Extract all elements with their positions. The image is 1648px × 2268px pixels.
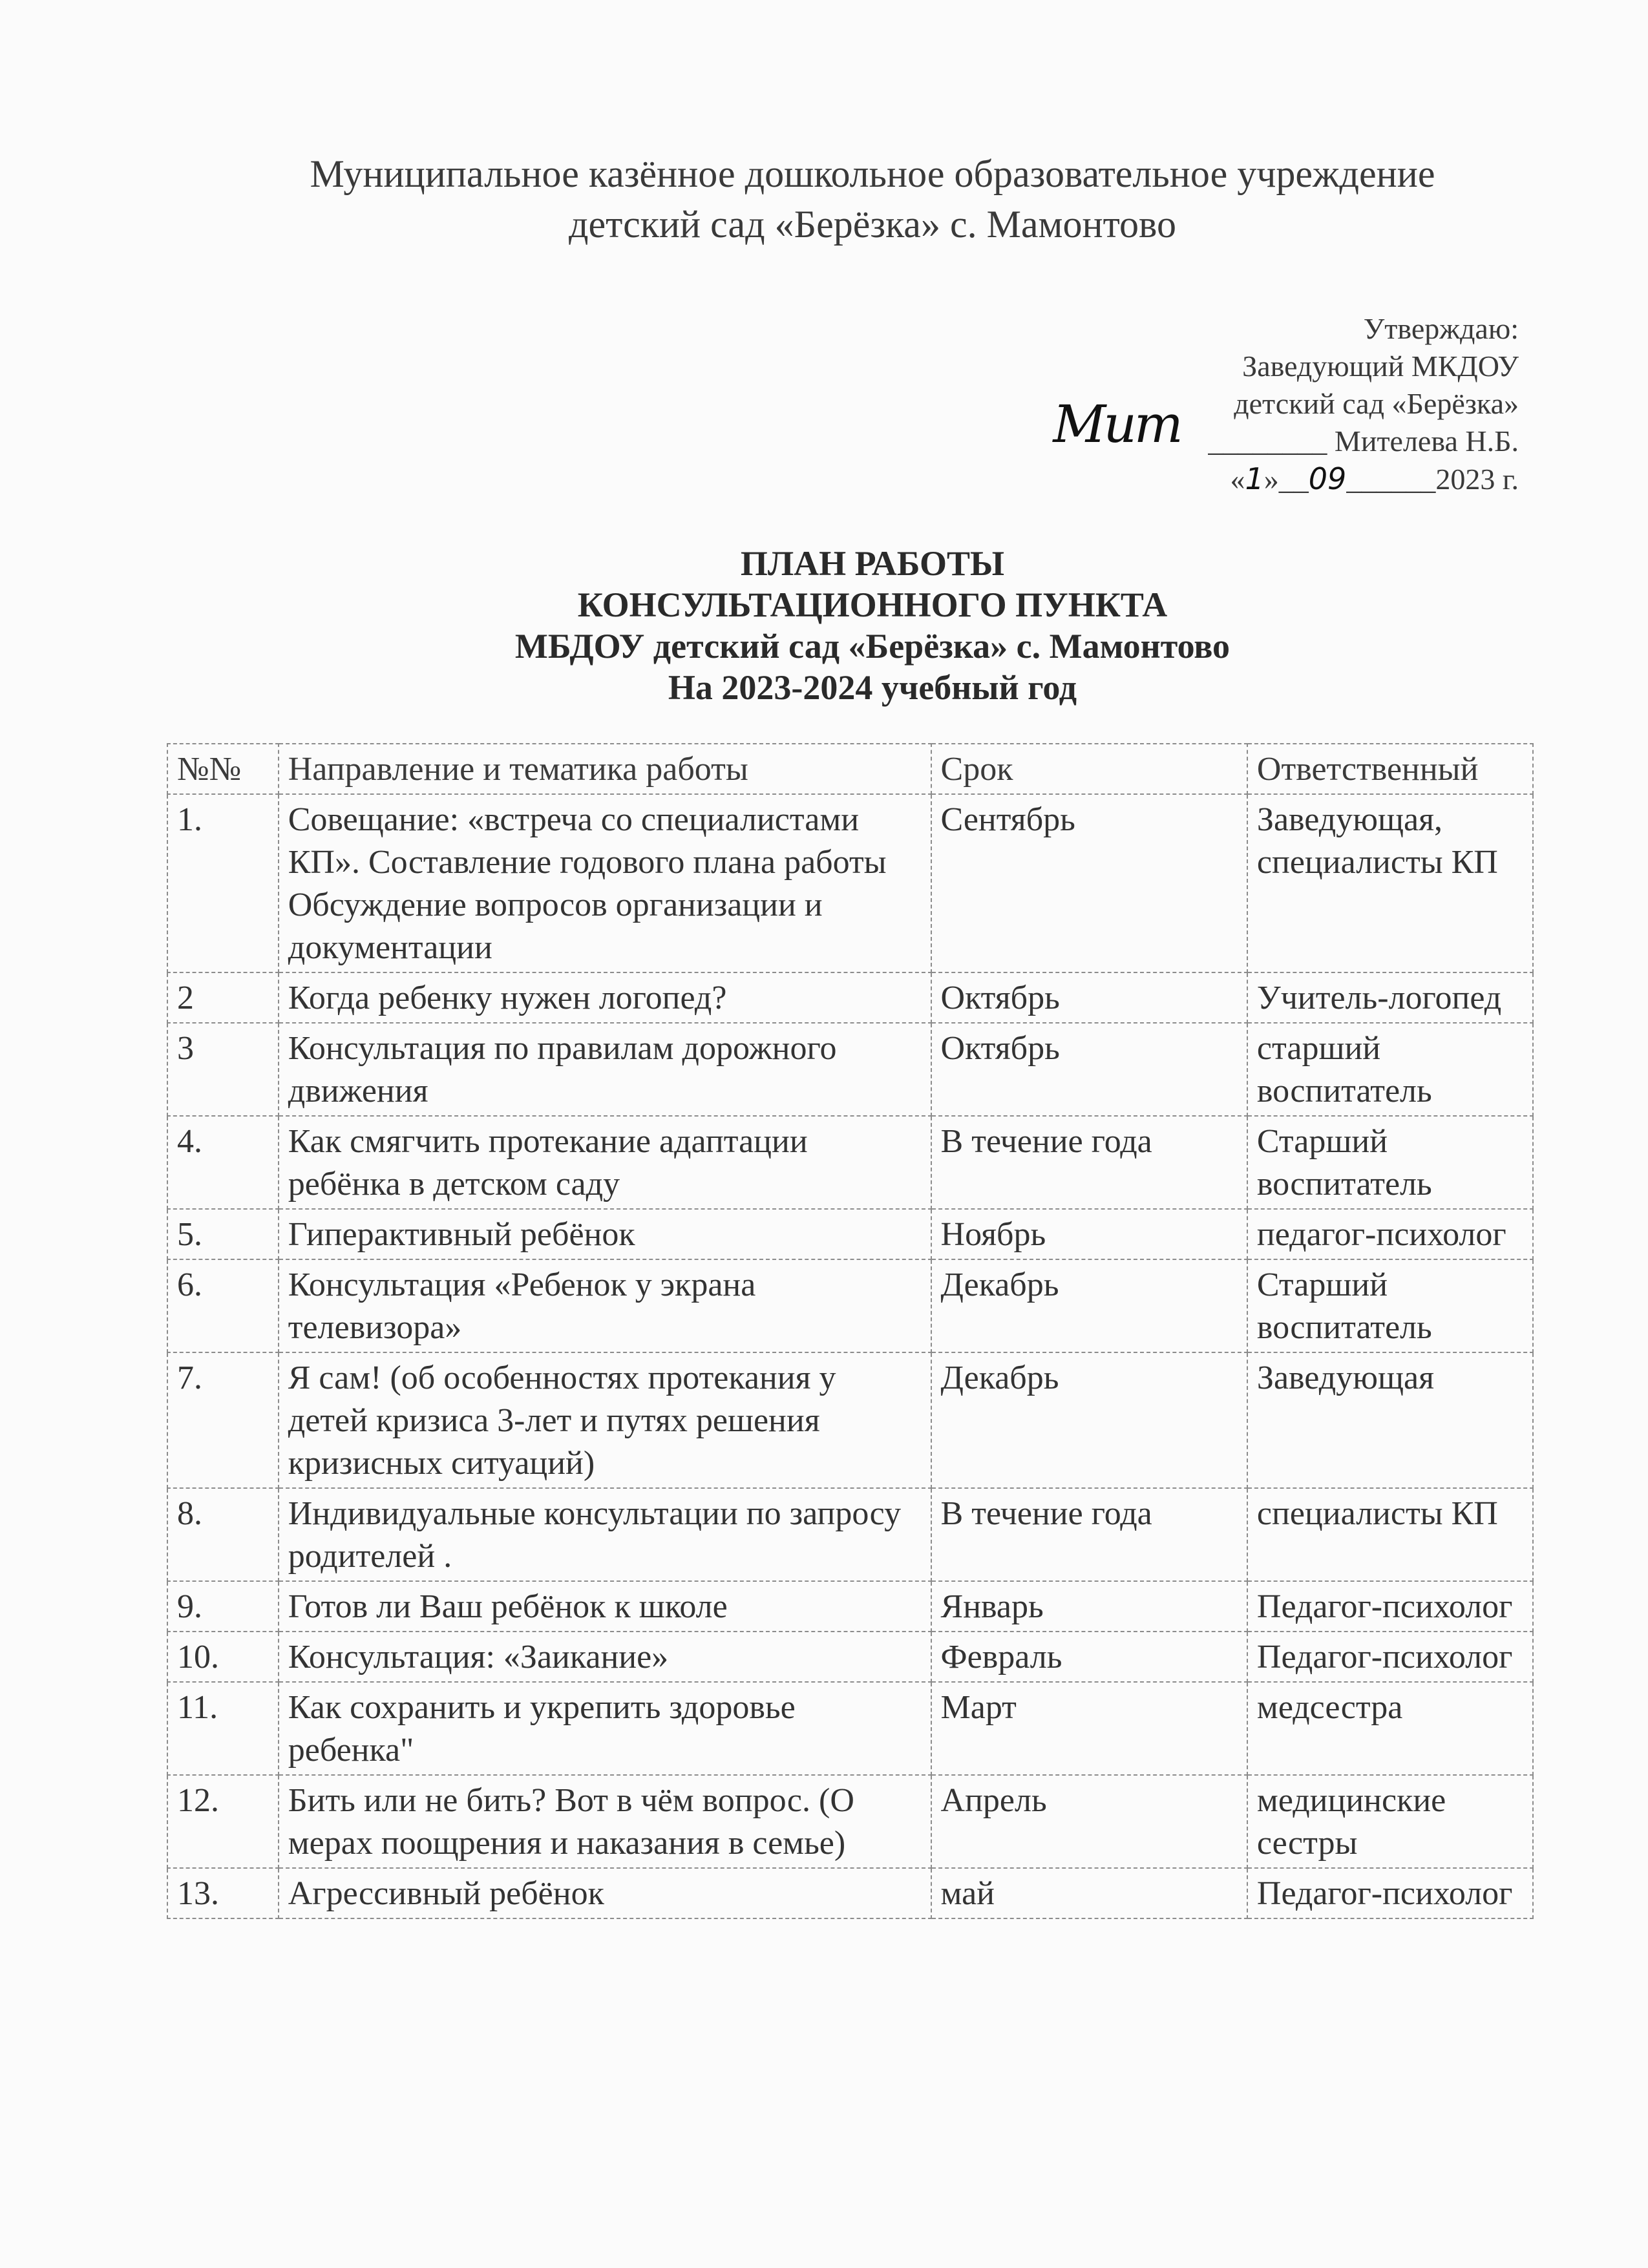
row-responsible: Старший воспитатель — [1247, 1259, 1533, 1352]
table-row — [167, 1868, 1533, 1918]
row-topic: Как смягчить протекание адаптации ребёнка в детском саду — [279, 1116, 931, 1209]
work-plan-table — [167, 743, 1534, 1919]
row-number: 3 — [167, 1023, 279, 1116]
org-name-line1: Муниципальное казённое дошкольное образовательное учреждение — [310, 152, 1435, 195]
row-term: Январь — [931, 1581, 1247, 1632]
row-term: Март — [931, 1682, 1247, 1775]
row-topic: Агрессивный ребёнок — [279, 1868, 931, 1918]
row-responsible: Педагог-психолог — [1247, 1581, 1533, 1632]
table-row — [167, 1116, 1533, 1209]
table-row — [167, 1209, 1533, 1259]
row-responsible: Учитель-логопед — [1247, 972, 1533, 1023]
title-line2: КОНСУЛЬТАЦИОННОГО ПУНКТА — [577, 585, 1168, 624]
approval-block — [1053, 310, 1519, 498]
approver-name: Мителева Н.Б. — [1334, 425, 1519, 457]
title-line1: ПЛАН РАБОТЫ — [740, 544, 1005, 583]
row-number: 11. — [167, 1682, 279, 1775]
row-term: Ноябрь — [931, 1209, 1247, 1259]
row-number: 6. — [167, 1259, 279, 1352]
row-term: В течение года — [931, 1116, 1247, 1209]
table-row — [167, 1581, 1533, 1632]
row-topic: Совещание: «встреча со специалистами КП». Составление годового плана работы Обсуждение вопросов организации и документации — [279, 794, 931, 972]
organization-header — [0, 149, 1648, 249]
header-responsible: Ответственный — [1247, 744, 1533, 794]
approval-heading: Утверждаю: — [1363, 312, 1519, 345]
row-term: Октябрь — [931, 1023, 1247, 1116]
date-day: 1 — [1245, 461, 1264, 496]
table-row — [167, 1775, 1533, 1868]
row-term: Декабрь — [931, 1352, 1247, 1488]
approver-position: Заведующий МКДОУ — [1242, 350, 1519, 383]
row-responsible: Старший воспитатель — [1247, 1116, 1533, 1209]
row-term: май — [931, 1868, 1247, 1918]
title-line4: На 2023-2024 учебный год — [668, 668, 1077, 707]
row-topic: Бить или не бить? Вот в чём вопрос. (О мерах поощрения и наказания в семье) — [279, 1775, 931, 1868]
header-topic: Направление и тематика работы — [279, 744, 931, 794]
row-term: Декабрь — [931, 1259, 1247, 1352]
row-responsible: Педагог-психолог — [1247, 1868, 1533, 1918]
row-number: 1. — [167, 794, 279, 972]
row-topic: Готов ли Ваш ребёнок к школе — [279, 1581, 931, 1632]
row-topic: Гиперактивный ребёнок — [279, 1209, 931, 1259]
row-number: 2 — [167, 972, 279, 1023]
row-responsible: медицинские сестры — [1247, 1775, 1533, 1868]
row-number: 4. — [167, 1116, 279, 1209]
table-row — [167, 1488, 1533, 1581]
row-number: 8. — [167, 1488, 279, 1581]
date-month: 09 — [1308, 461, 1347, 496]
row-number: 12. — [167, 1775, 279, 1868]
date-year: 2023 г. — [1435, 463, 1519, 496]
table-row — [167, 1682, 1533, 1775]
approval-date: «1»__09______2023 г. — [1230, 461, 1519, 496]
row-number: 10. — [167, 1632, 279, 1682]
row-topic: Когда ребенку нужен логопед? — [279, 972, 931, 1023]
row-topic: Индивидуальные консультации по запросу родителей . — [279, 1488, 931, 1581]
table-row — [167, 1352, 1533, 1488]
row-responsible: Заведующая — [1247, 1352, 1533, 1488]
table-row — [167, 794, 1533, 972]
row-topic: Как сохранить и укрепить здоровье ребенка" — [279, 1682, 931, 1775]
row-topic: Консультация: «Заикание» — [279, 1632, 931, 1682]
approver-signature-line: Мит ________ Мителева Н.Б. — [1053, 394, 1519, 457]
row-number: 7. — [167, 1352, 279, 1488]
title-line3: МБДОУ детский сад «Берёзка» с. Мамонтово — [514, 627, 1231, 666]
header-term: Срок — [931, 744, 1247, 794]
row-responsible: Педагог-психолог — [1247, 1632, 1533, 1682]
row-number: 13. — [167, 1868, 279, 1918]
row-term: Февраль — [931, 1632, 1247, 1682]
row-responsible: медсестра — [1247, 1682, 1533, 1775]
row-topic: Консультация «Ребенок у экрана телевизора» — [279, 1259, 931, 1352]
row-term: В течение года — [931, 1488, 1247, 1581]
row-responsible: педагог-психолог — [1247, 1209, 1533, 1259]
row-number: 5. — [167, 1209, 279, 1259]
row-responsible: специалисты КП — [1247, 1488, 1533, 1581]
org-name-line2: детский сад «Берёзка» с. Мамонтово — [569, 203, 1176, 246]
row-topic: Консультация по правилам дорожного движения — [279, 1023, 931, 1116]
approver-organization: детский сад «Берёзка» — [1234, 387, 1519, 420]
table-row — [167, 972, 1533, 1023]
table-row — [167, 1259, 1533, 1352]
table-header-row — [167, 744, 1533, 794]
table-row — [167, 1632, 1533, 1682]
row-term: Октябрь — [931, 972, 1247, 1023]
row-topic: Я сам! (об особенностях протекания у детей кризиса 3-лет и путях решения кризисных ситуаций) — [279, 1352, 931, 1488]
row-responsible: Заведующая, специалисты КП — [1247, 794, 1533, 972]
row-term: Апрель — [931, 1775, 1247, 1868]
row-term: Сентябрь — [931, 794, 1247, 972]
document-title — [0, 543, 1648, 708]
row-number: 9. — [167, 1581, 279, 1632]
row-responsible: старший воспитатель — [1247, 1023, 1533, 1116]
handwritten-signature: Мит — [1053, 394, 1181, 454]
table-row — [167, 1023, 1533, 1116]
header-number: №№ — [167, 744, 279, 794]
